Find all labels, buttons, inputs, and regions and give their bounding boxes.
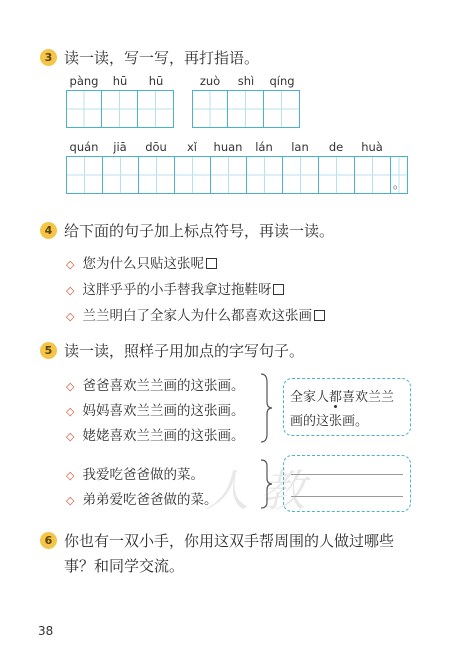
q5-sentence-2 [66, 399, 244, 419]
q6-line-2: 事？和同学交流。 [64, 557, 185, 575]
writing-grid-2[interactable] [192, 90, 300, 128]
q5-sentence-2-text: 妈妈喜欢兰兰画的这张画。 [82, 403, 245, 419]
grid-cell[interactable] [67, 157, 103, 193]
example-sentence-box [283, 378, 411, 436]
diamond-outline-icon: ◇ [66, 430, 75, 443]
grid-cell-period[interactable] [391, 157, 407, 193]
q4-number-badge: 4 [40, 222, 57, 239]
writing-grid-1[interactable] [66, 90, 174, 128]
grid-cell[interactable] [228, 91, 263, 127]
q5-sentence-3-text: 姥姥喜欢兰兰画的这张画。 [82, 428, 245, 444]
grid-cell[interactable] [103, 157, 139, 193]
curly-brace-icon [258, 372, 274, 444]
grid-cell[interactable] [211, 157, 247, 193]
diamond-outline-icon: ◇ [66, 405, 75, 418]
grid-cell[interactable] [319, 157, 355, 193]
q3-pinyin-11: huan [213, 140, 243, 154]
q3-pinyin-8: jiā [113, 140, 127, 154]
period-mark: 。 [393, 177, 406, 191]
q3-pinyin-5: shì [237, 74, 255, 88]
grid-cell[interactable] [102, 91, 137, 127]
watermark: 人教 [205, 466, 317, 517]
q5-sentence-5-text: 弟弟爱吃爸爸做的菜。 [82, 492, 218, 508]
q3-pinyin-4: zuò [199, 74, 221, 88]
q5-sentence-3 [66, 424, 244, 444]
dotted-character: 都 [329, 390, 343, 405]
q6-number-badge: 6 [40, 532, 57, 549]
punctuation-answer-box[interactable] [206, 258, 217, 269]
q3-instruction: 读一读，写一写，再打指语。 [64, 49, 260, 67]
punctuation-answer-box[interactable] [273, 284, 284, 295]
q3-pinyin-9: dōu [145, 140, 167, 154]
q4-item-3 [66, 304, 325, 324]
q5-sentence-1 [66, 374, 244, 394]
example-text-after: 喜欢兰兰画的这张画。 [290, 390, 395, 429]
q5-sentence-1-text: 爸爸喜欢兰兰画的这张画。 [82, 378, 245, 394]
writing-grid-3[interactable] [66, 156, 408, 194]
q3-number-badge: 3 [40, 49, 57, 66]
q3-pinyin-12: lán [255, 140, 273, 154]
q5-sentence-4-text: 我爱吃爸爸做的菜。 [82, 467, 204, 483]
answer-writing-box[interactable] [283, 455, 411, 512]
grid-cell[interactable] [139, 157, 175, 193]
q4-item-2-text: 这胖乎乎的小手替我拿过拖鞋呀 [82, 282, 272, 298]
writing-line[interactable] [291, 496, 403, 497]
q3-pinyin-13: lan [291, 140, 309, 154]
grid-cell[interactable] [138, 91, 173, 127]
page-number: 38 [38, 624, 54, 638]
q3-pinyin-15: huà [361, 140, 383, 154]
q5-sentence-5 [66, 488, 217, 508]
grid-cell[interactable] [175, 157, 211, 193]
q4-item-2 [66, 278, 284, 298]
diamond-outline-icon: ◇ [66, 258, 75, 271]
grid-cell[interactable] [264, 91, 299, 127]
q5-number-badge: 5 [40, 342, 57, 359]
q6-line-1: 你也有一双小手，你用这双手帮周围的人做过哪些 [64, 532, 395, 550]
q3-pinyin-1: pàng [69, 74, 99, 88]
grid-cell[interactable] [193, 91, 228, 127]
q3-pinyin-6: qíng [269, 74, 295, 88]
q5-instruction: 读一读，照样子用加点的字写句子。 [64, 342, 305, 360]
grid-cell[interactable] [283, 157, 319, 193]
q4-item-1-text: 您为什么只贴这张呢 [82, 256, 204, 272]
q4-item-1 [66, 252, 217, 272]
q3-pinyin-2: hū [112, 74, 128, 88]
example-text-before: 全家人 [290, 390, 330, 405]
grid-cell[interactable] [355, 157, 391, 193]
q3-pinyin-10: xǐ [186, 140, 197, 154]
q3-pinyin-14: de [328, 140, 344, 154]
diamond-outline-icon: ◇ [66, 469, 75, 482]
q3-pinyin-3: hū [148, 74, 164, 88]
grid-cell[interactable] [247, 157, 283, 193]
grid-cell[interactable] [67, 91, 102, 127]
q4-item-3-text: 兰兰明白了全家人为什么都喜欢这张画 [82, 308, 312, 324]
punctuation-answer-box[interactable] [314, 310, 325, 321]
q3-pinyin-7: quán [69, 140, 99, 154]
diamond-outline-icon: ◇ [66, 310, 75, 323]
curly-brace-icon [258, 458, 274, 510]
q5-sentence-4 [66, 463, 204, 483]
diamond-outline-icon: ◇ [66, 494, 75, 507]
diamond-outline-icon: ◇ [66, 284, 75, 297]
diamond-outline-icon: ◇ [66, 380, 75, 393]
writing-line[interactable] [291, 474, 403, 475]
q4-instruction: 给下面的句子加上标点符号，再读一读。 [64, 222, 335, 240]
